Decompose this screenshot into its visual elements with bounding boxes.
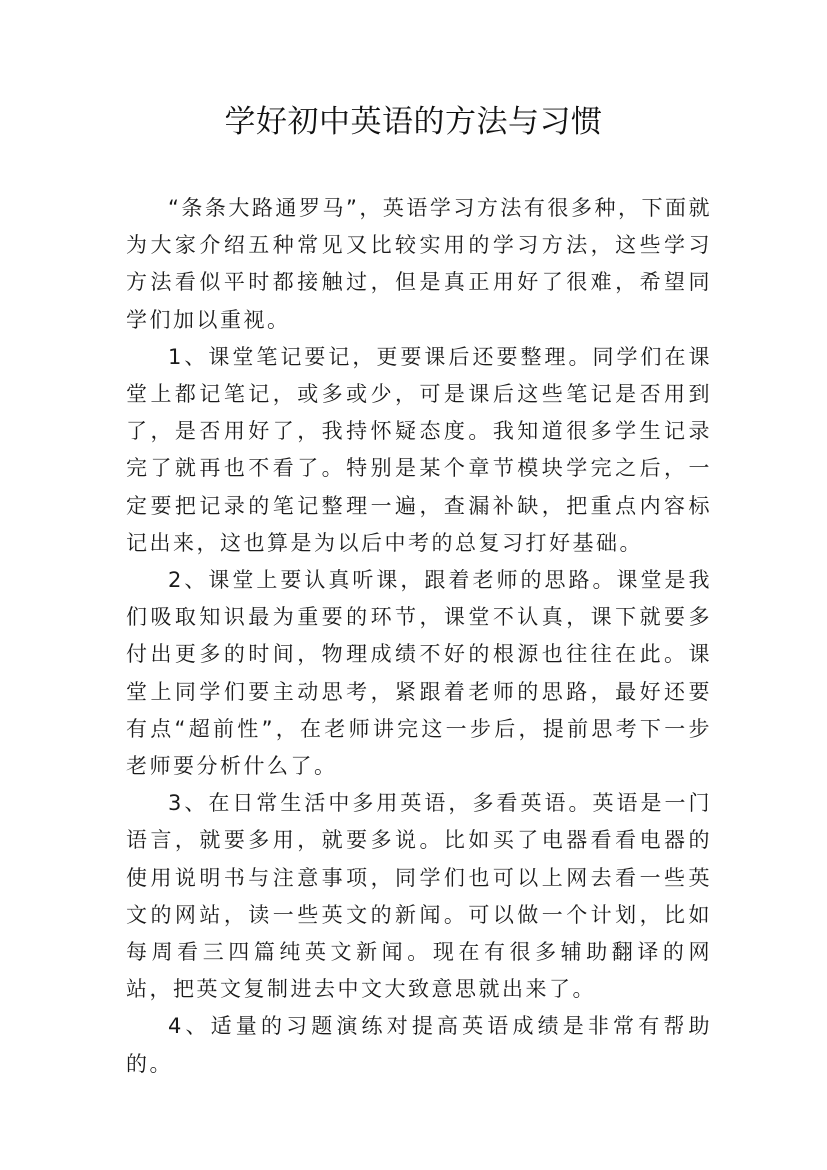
paragraph-1: 1、课堂笔记要记，更要课后还要整理。同学们在课堂上都记笔记，或多或少，可是课后这些笔记是否用到了，是否用好了，我持怀疑态度。我知道很多学生记录完了就再也不看了。特别是某个章节模块学完之后，一定要把记录的笔记整理一遍，查漏补缺，把重点内容标记出来，这也算是为以后中考的总复习打好基础。: [126, 344, 712, 555]
document-title: 学好初中英语的方法与习惯: [224, 104, 603, 140]
paragraph-4: 4、适量的习题演练对提高英语成绩是非常有帮助的。: [126, 1014, 712, 1076]
paragraph-3: 3、在日常生活中多用英语，多看英语。英语是一门语言，就要多用，就要多说。比如买了电器看看电器的使用说明书与注意事项，同学们也可以上网去看一些英文的网站，读一些英文的新闻。可以做一个计划，比如每周看三四篇纯英文新闻。现在有很多辅助翻译的网站，把英文复制进去中文大致意思就出来了。: [126, 791, 712, 1002]
paragraph-2: 2、课堂上要认真听课，跟着老师的思路。课堂是我们吸取知识最为重要的环节，课堂不认真，课下就要多付出更多的时间，物理成绩不好的根源也往往在此。课堂上同学们要主动思考，紧跟着老师的思路，最好还要有点“超前性”，在老师讲完这一步后，提前思考下一步老师要分析什么了。: [126, 568, 712, 779]
document-body: [126, 190, 712, 1083]
paragraph-intro: “条条大路通罗马”，英语学习方法有很多种，下面就为大家介绍五种常见又比较实用的学习方法，这些学习方法看似平时都接触过，但是真正用好了很难，希望同学们加以重视。: [126, 196, 712, 332]
